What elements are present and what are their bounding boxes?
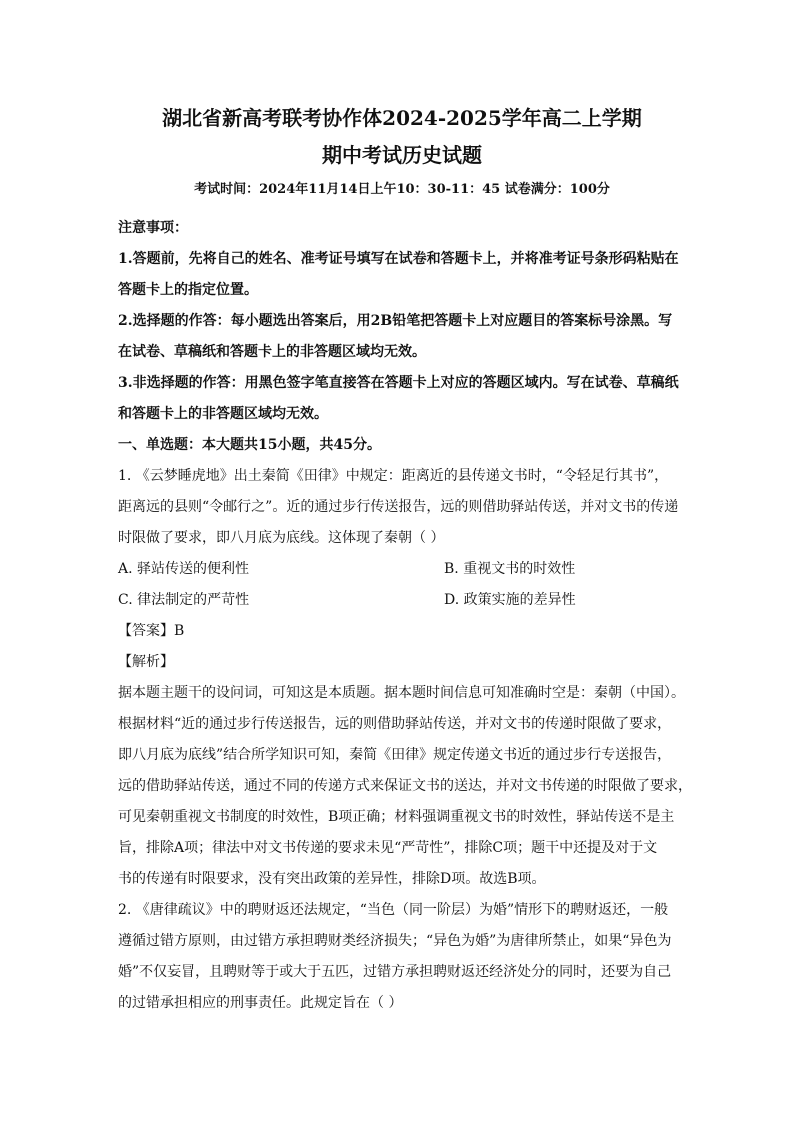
q2-stem-line: 婚”不仅妄冒，且聘财等于或大于五匹，过错方承担聘财返还经济处分的同时，还要为自己: [118, 964, 672, 980]
q1-analysis-line: 可见秦朝重视文书制度的时效性，B项正确；材料强调重视文书的时效性，驿站传送不是主: [118, 809, 675, 825]
q1-analysis-line: 书的传递有时限要求，没有突出政策的差异性，排除D项。故选B项。: [118, 871, 546, 887]
q1-option-b: B. 重视文书的时效性: [444, 561, 576, 577]
q1-analysis-line: 旨，排除A项；律法中对文书传递的要求未见“严苛性”，排除C项；题干中还提及对于文: [118, 840, 658, 856]
q1-option-c: C. 律法制定的严苛性: [118, 592, 250, 608]
exam-info: 考试时间：2024年11月14日上午10：30-11：45 试卷满分：100分: [194, 182, 610, 197]
notice-line: 答题卡上的指定位置。: [118, 282, 258, 298]
q2-stem-line: 遵循过错方原则，由过错方承担聘财类经济损失；“异色为婚”为唐律所禁止，如果“异色为: [118, 933, 672, 949]
document-title-line2: 期中考试历史试题: [322, 143, 482, 167]
notice-line: 2.选择题的作答：每小题选出答案后，用2B铅笔把答题卡上对应题目的答案标号涂黑。写: [118, 313, 673, 329]
q1-analysis-line: 据本题主题干的设问词，可知这是本质题。据本题时间信息可知准确时空是：秦朝（中国）。: [118, 685, 685, 701]
q1-options-row-1: [118, 554, 686, 585]
q1-options-row-2: [118, 585, 686, 616]
notice-line: 1.答题前，先将自己的姓名、准考证号填写在试卷和答题卡上，并将准考证号条形码粘贴在: [118, 251, 679, 267]
q1-option-a: A. 驿站传送的便利性: [118, 561, 250, 577]
q2-stem-line: 的过错承担相应的刑事责任。此规定旨在（ ）: [118, 995, 403, 1011]
q1-stem-line: 1. 《云梦睡虎地》出土秦简《田律》中规定：距离近的县传递文书时，“令轻足行其书”，: [118, 468, 669, 484]
q1-stem-line: 距离远的县则“令邮行之”。近的通过步行传送报告，远的则借助驿站传送，并对文书的传递: [118, 499, 679, 515]
notice-heading: 注意事项：: [118, 220, 188, 236]
q1-analysis-heading: 【解析】: [118, 654, 174, 670]
q1-stem-line: 时限做了要求，即八月底为底线。这体现了秦朝（ ）: [118, 530, 445, 546]
notice-line: 在试卷、草稿纸和答题卡上的非答题区域均无效。: [118, 344, 426, 360]
notice-line: 3.非选择题的作答：用黑色签字笔直接答在答题卡上对应的答题区域内。写在试卷、草稿纸: [118, 375, 679, 391]
q1-analysis-line: 远的借助驿站传送，通过不同的传递方式来保证文书的送达，并对文书传递的时限做了要求，: [118, 778, 692, 794]
q1-answer: 【答案】B: [118, 623, 185, 639]
document-title-line1: 湖北省新高考联考协作体2024-2025学年高二上学期: [162, 106, 642, 130]
q1-option-d: D. 政策实施的差异性: [444, 592, 576, 608]
q2-stem-line: 2. 《唐律疏议》中的聘财返还法规定，“当色（同一阶层）为婚”情形下的聘财返还，一般: [118, 902, 669, 918]
q1-analysis-line: 即八月底为底线”结合所学知识可知，秦简《田律》规定传递文书近的通过步行专送报告，: [118, 747, 672, 763]
q1-analysis-line: 根据材料“近的通过步行传送报告，远的则借助驿站传送，并对文书的传递时限做了要求，: [118, 716, 672, 732]
section-heading: 一、单选题：本大题共15小题，共45分。: [118, 437, 381, 453]
notice-line: 和答题卡上的非答题区域均无效。: [118, 406, 328, 422]
